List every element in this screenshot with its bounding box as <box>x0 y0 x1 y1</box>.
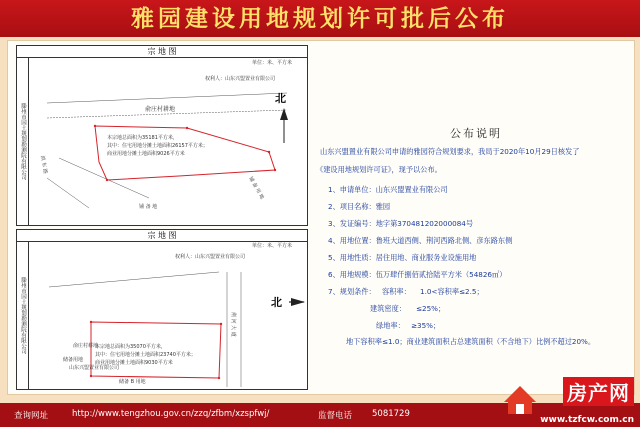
map-2-area-line: 本宗地总面积为35070平方米， <box>95 344 166 350</box>
density-value: ≤25%； <box>416 304 446 313</box>
map-2-left-label: 俞庄村耕地 <box>73 343 99 349</box>
density-label: 建筑密度： <box>370 304 406 313</box>
map-2-bottom-road: 储备 B 用地 <box>119 379 146 385</box>
notice-item-planning: 7、规划条件： <box>328 287 376 296</box>
green-value: ≥35%； <box>411 321 441 330</box>
query-url[interactable]: http://www.tengzhou.gov.cn/zzq/zfbm/xzspfwj/ <box>72 409 270 419</box>
land-parcel-map-2 <box>16 229 308 390</box>
underground-far: 地下容积率≤1.0；商业建筑面积占总建筑面积（不含地下）比例不超过20%。 <box>346 337 596 346</box>
watermark-brand: 房产网 <box>563 377 634 406</box>
map-1-owner: 权利人：山东兴盟置业有限公司 <box>205 76 276 82</box>
map-2-owner: 权利人：山东兴盟置业有限公司 <box>175 254 246 260</box>
map-2-north-label: 北 <box>271 296 282 309</box>
notice-board <box>7 40 635 395</box>
page-title: 雅园建设用地规划许可批后公布 <box>0 0 640 37</box>
map-1-area-text <box>107 134 208 158</box>
map-1-survey-unit: 滕州市国土规划勘测院有限公司 <box>17 57 29 225</box>
map-2-bottom-owner: 储备用地 <box>63 357 84 363</box>
map-1-north-label: 北 <box>275 92 286 105</box>
notice-item: 6、用地规模：伍万肆仟捌佰贰拾陆平方米（54826㎡） <box>328 270 507 279</box>
green-label: 绿地率： <box>376 321 405 330</box>
map-1-area-line: 本宗地总面积为35181平方米， <box>107 135 178 141</box>
phone-number: 5081729 <box>372 409 410 419</box>
watermark-url[interactable]: www.tzfcw.com.cn <box>540 415 634 425</box>
map-2-road-right: 荆 河 大 道 <box>230 312 236 337</box>
query-label: 查询网址 <box>14 411 49 421</box>
map-1-area-line: 其中：住宅用地分摊土地面积26157平方米； <box>107 143 208 149</box>
notice-item: 1、申请单位：山东兴盟置业有限公司 <box>328 185 448 194</box>
notice-item: 4、用地位置：鲁班大道西侧、荆河西路北侧、彦东路东侧 <box>328 236 513 245</box>
map-1-scale: 单位：米、平方米 <box>252 60 293 66</box>
map-1-plot-label: 俞庄村耕地 <box>145 106 176 113</box>
notice-intro-line-1: 山东兴盟置业有限公司申请的雅园符合规划要求，我局于2020年10月29日核发了 <box>320 147 580 156</box>
map-2-area-line: 商业用地分摊土地面积9030平方米 <box>95 360 173 366</box>
land-parcel-map-1 <box>16 45 308 226</box>
notice-item: 3、发证编号：地字第370481202000084号 <box>328 219 474 228</box>
phone-label: 监督电话 <box>318 411 353 421</box>
house-logo-icon <box>500 378 540 418</box>
far-value: 1.0<容积率≤2.5； <box>420 287 484 296</box>
map-1-road-left: 滨 东 路 <box>39 155 49 175</box>
notice-intro-line-2: 《建设用地规划许可证》，现予以公布。 <box>316 165 442 174</box>
notice-item: 2、项目名称：雅园 <box>328 202 391 211</box>
map-1-title: 宗 地 图 <box>17 46 307 58</box>
map-2-area-line: 其中：住宅用地分摊土地面积23740平方米； <box>95 352 196 358</box>
notice-item: 5、用地性质：居住用地、商业服务业设施用地 <box>328 253 477 262</box>
map-1-road-south: 铺 备 地 <box>139 204 158 210</box>
site-watermark <box>496 376 640 427</box>
map-2-bottom-owner-2: 山东兴盟置业有限公司 <box>69 365 120 371</box>
far-label: 容积率： <box>382 287 411 296</box>
map-2-survey-unit: 滕州市国土规划勘测院有限公司 <box>17 241 29 389</box>
notice-panel <box>316 85 636 385</box>
map-2-title: 宗 地 图 <box>17 230 307 242</box>
map-2-scale: 单位：米、平方米 <box>252 243 293 249</box>
notice-title: 公布说明 <box>450 127 502 140</box>
map-1-road-north: 铺 备 用 地 <box>247 176 265 201</box>
map-1-area-line: 商业用地分摊土地面积9026平方米 <box>107 151 185 157</box>
